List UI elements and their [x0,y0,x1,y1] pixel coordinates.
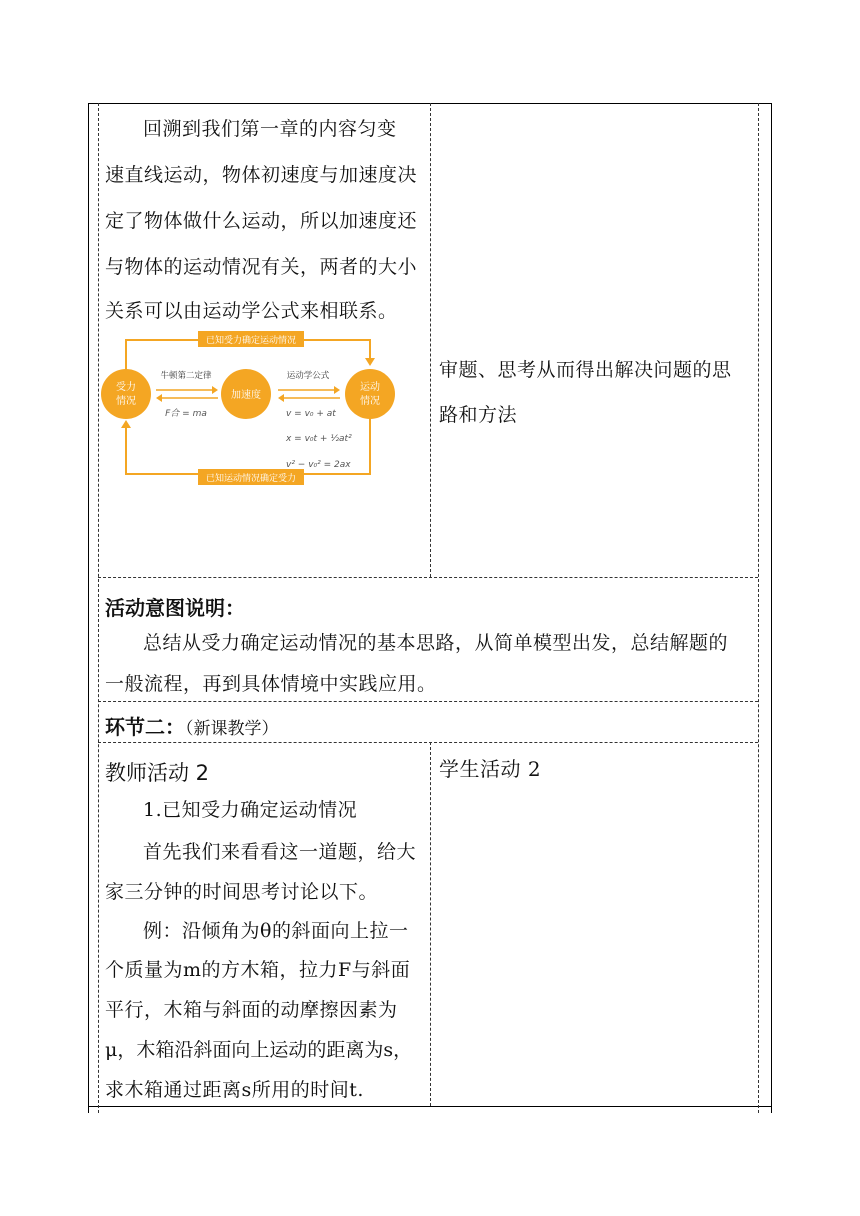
node-accel-text: 加速度 [231,390,261,401]
left-line-4: 与物体的运动情况有关，两者的大小 [105,256,418,278]
newton-label: 牛顿第二定律 [160,371,212,381]
intent-title: 活动意图说明： [105,596,245,620]
table-border-right [771,103,772,1113]
top-banner-text: 已知受力确定运动情况 [205,336,297,346]
bottom-banner-text: 已知运动情况确定受力 [205,474,297,484]
row-divider-1 [98,577,758,578]
student-activity-title: 学生活动 2 [439,757,542,781]
left-line-3: 定了物体做什么运动，所以加速度还 [105,210,418,232]
intent-line-1: 总结从受力确定运动情况的基本思路，从简单模型出发，总结解题的 [143,632,729,654]
node-motion-circle [345,369,395,419]
node-motion-line2: 情况 [360,396,380,407]
teacher-line-5: 个质量为m的方木箱，拉力F与斜面 [105,959,411,981]
node-force-line1: 受力 [116,382,136,393]
newton-formula: F合 = ma [165,409,207,419]
teacher-line-7: μ，木箱沿斜面向上运动的距离为s， [105,1039,413,1061]
kinematics-label: 运动学公式 [286,371,330,381]
node-force-circle [101,369,151,419]
inner-border-right [758,103,759,1113]
right-line-1: 审题、思考从而得出解决问题的思 [439,359,732,381]
kinematics-formula-2: x = v₀t + ½at² [286,434,352,444]
node-motion-line1: 运动 [360,382,380,393]
row-divider-3 [98,742,758,743]
right-line-2: 路和方法 [439,404,518,426]
section-subtitle: （新课教学） [185,719,279,739]
teacher-line-1: 1.已知受力确定运动情况 [143,799,358,821]
left-line-1: 回溯到我们第一章的内容匀变 [143,118,397,140]
section-title-main: 环节二： [105,715,185,739]
inner-border-left [98,103,99,1113]
force-motion-diagram [100,328,410,488]
teacher-line-2: 首先我们来看看这一道题，给大 [143,841,417,863]
kinematics-formula-3: v² − v₀² = 2ax [286,460,351,470]
intent-line-2: 一般流程，再到具体情境中实践应用。 [105,673,437,695]
node-force-line2: 情况 [116,396,136,407]
diagram-svg [100,328,410,488]
teacher-line-4: 例：沿倾角为θ的斜面向上拉一 [143,920,409,942]
column-divider-bottom [430,742,431,1106]
left-line-5: 关系可以由运动学公式来相联系。 [105,300,398,322]
section-title [105,711,279,740]
teacher-line-6: 平行，木箱与斜面的动摩擦因素为 [105,999,398,1021]
teacher-line-8: 求木箱通过距离s所用的时间t. [105,1079,364,1101]
column-divider-top [430,103,431,577]
left-line-2: 速直线运动，物体初速度与加速度决 [105,164,418,186]
kinematics-formula-1: v = v₀ + at [286,409,336,419]
table-border-left [88,103,89,1113]
teacher-activity-title: 教师活动 2 [105,761,210,785]
teacher-line-3: 家三分钟的时间思考讨论以下。 [105,881,379,903]
